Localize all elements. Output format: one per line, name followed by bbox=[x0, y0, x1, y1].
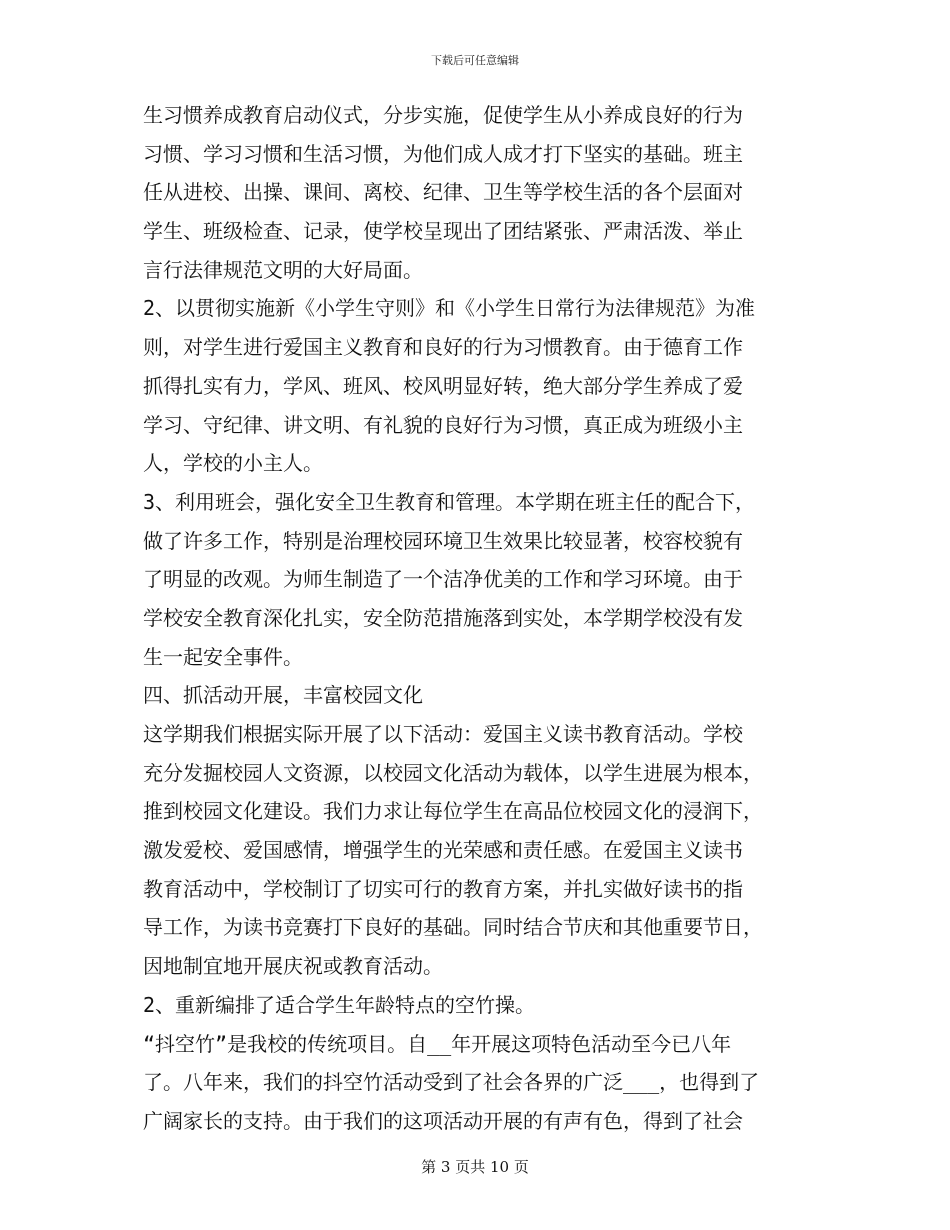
text-line: 了明显的改观。为师生制造了一个洁净优美的工作和学习环境。由于 bbox=[143, 567, 743, 592]
text-line: 推到校园文化建设。我们力求让每位学生在高品位校园文化的浸润下， bbox=[143, 799, 763, 824]
text-line: 学校安全教育深化扎实，安全防范措施落到实处，本学期学校没有发 bbox=[143, 605, 743, 630]
text-line: 学生、班级检查、记录，使学校呈现出了团结紧张、严肃活泼、举止 bbox=[143, 219, 743, 244]
text-line: 教育活动中，学校制订了切实可行的教育方案，并扎实做好读书的指 bbox=[143, 876, 743, 901]
text-line: 广阔家长的支持。由于我们的这项活动开展的有声有色，得到了社会 bbox=[143, 1108, 743, 1133]
text-line: 生一起安全事件。 bbox=[143, 644, 303, 669]
text-line: 抓得扎实有力，学风、班风、校风明显好转，绝大部分学生养成了爱 bbox=[143, 373, 743, 398]
text-line: 2、以贯彻实施新《小学生守则》和《小学生日常行为法律规范》为准 bbox=[143, 296, 756, 321]
text-line: 做了许多工作，特别是治理校园环境卫生效果比较显著，校容校貌有 bbox=[143, 528, 743, 553]
text-line: 则，对学生进行爱国主义教育和良好的行为习惯教育。由于德育工作 bbox=[143, 335, 743, 360]
text-line: 导工作，为读书竞赛打下良好的基础。同时结合节庆和其他重要节日， bbox=[143, 915, 763, 940]
text-line: 人，学校的小主人。 bbox=[143, 451, 323, 476]
text-line: “抖空竹”是我校的传统项目。自__年开展这项特色活动至今已八年 bbox=[143, 1031, 732, 1056]
text-line: 习惯、学习习惯和生活习惯，为他们成人成才打下坚实的基础。班主 bbox=[143, 141, 743, 166]
text-line: 3、利用班会，强化安全卫生教育和管理。本学期在班主任的配合下， bbox=[143, 489, 756, 514]
text-line: 生习惯养成教育启动仪式，分步实施，促使学生从小养成良好的行为 bbox=[143, 103, 743, 127]
text-line: 四、抓活动开展，丰富校园文化 bbox=[143, 683, 423, 708]
text-line: 了。八年来，我们的抖空竹活动受到了社会各界的广泛___，也得到了 bbox=[143, 1070, 760, 1095]
text-line: 任从进校、出操、课间、离校、纪律、卫生等学校生活的各个层面对 bbox=[143, 180, 743, 205]
text-line: 激发爱校、爱国感情，增强学生的光荣感和责任感。在爱国主义读书 bbox=[143, 838, 743, 863]
text-line: 因地制宜地开展庆祝或教育活动。 bbox=[143, 954, 443, 979]
text-line: 这学期我们根据实际开展了以下活动：爱国主义读书教育活动。学校 bbox=[143, 722, 743, 746]
page-number: 第 3 页共 10 页 bbox=[421, 1158, 529, 1176]
text-line: 2、重新编排了适合学生年龄特点的空竹操。 bbox=[143, 992, 536, 1017]
document-body bbox=[143, 96, 811, 1141]
text-line: 言行法律规范文明的大好局面。 bbox=[143, 257, 423, 282]
text-line: 充分发掘校园人文资源，以校园文化活动为载体，以学生进展为根本， bbox=[143, 760, 763, 785]
text-line: 学习、守纪律、讲文明、有礼貌的良好行为习惯，真正成为班级小主 bbox=[143, 412, 743, 437]
page-header: 下载后可任意编辑 bbox=[431, 54, 519, 67]
